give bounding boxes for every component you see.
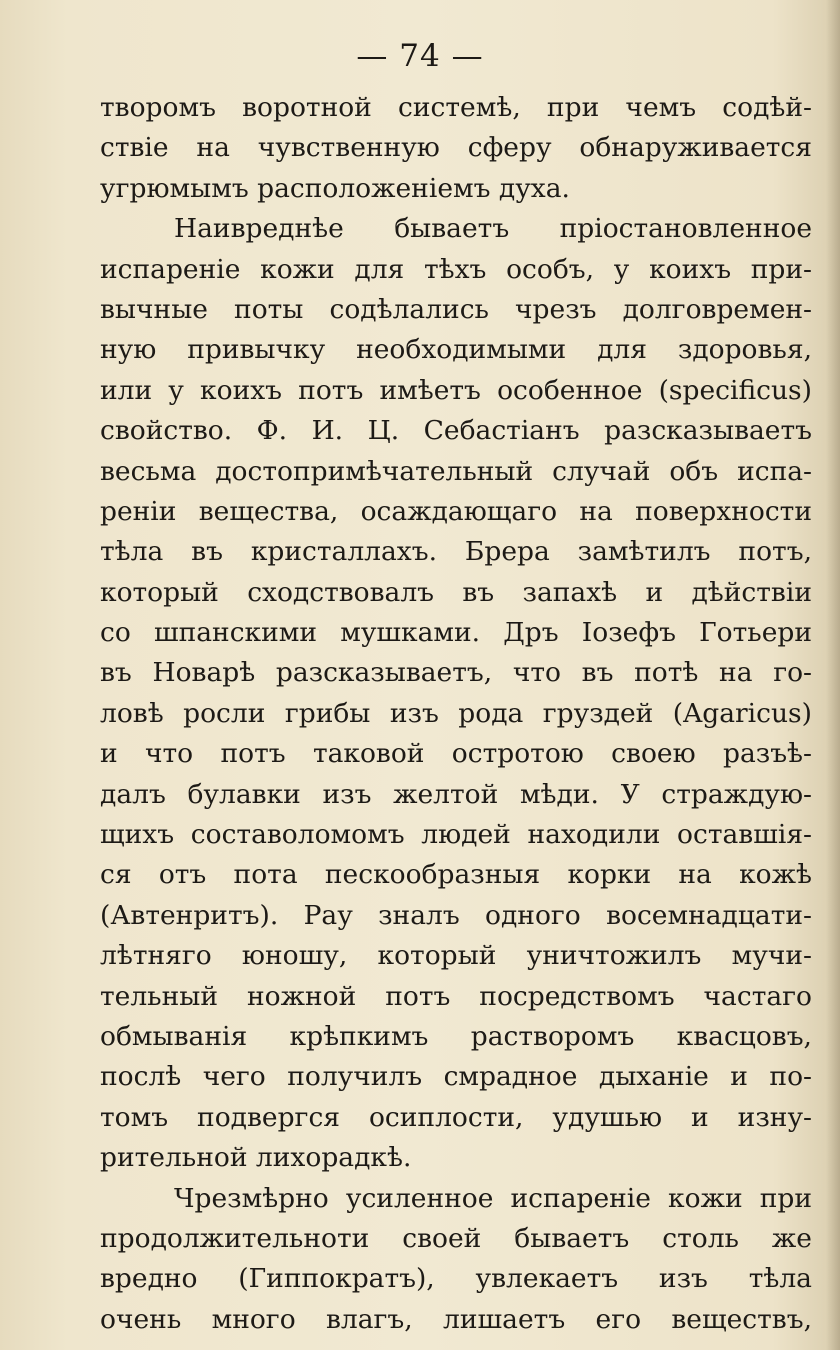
text-line: ную привычку необходимыми для здоровья, bbox=[100, 334, 812, 366]
text-line: ствіе на чувственную сферу обнаруживается bbox=[100, 132, 812, 164]
text-line: Наивреднѣе бываетъ пріостановленное bbox=[174, 213, 812, 245]
text-line: Чрезмѣрно усиленное испареніе кожи при bbox=[174, 1182, 812, 1214]
text-line: обмыванія крѣпкимъ раствopомъ квасцовъ, bbox=[100, 1020, 812, 1052]
text-line: вредно (Гиппократъ), увлекаетъ изъ тѣла bbox=[100, 1263, 812, 1295]
text-line: тѣла въ кристаллахъ. Брера замѣтилъ потъ, bbox=[100, 536, 812, 568]
text-line: рительной лихорадкѣ. bbox=[100, 1142, 412, 1174]
text-line: реніи вещества, осаждающаго на поверхности bbox=[100, 495, 812, 527]
text-line: очень много влагъ, лишаетъ его веществъ, bbox=[100, 1303, 812, 1335]
text-line: въ Новарѣ разсказываетъ, что въ потѣ на го- bbox=[100, 657, 812, 689]
text-line: и что потъ таковой остротою своею разъѣ- bbox=[100, 738, 812, 770]
page-number: — 74 — bbox=[356, 38, 484, 74]
text-line: весьма достопримѣчательный случай объ испа- bbox=[100, 455, 812, 487]
text-line: далъ булавки изъ желтой мѣди. У страждую- bbox=[100, 778, 812, 810]
page-edge-shadow bbox=[826, 0, 840, 1350]
body-text bbox=[100, 88, 812, 1340]
text-line: (Автенритъ). Рау зналъ одного восемнадцати- bbox=[100, 899, 812, 931]
text-line: свойство. Ф. И. Ц. Себастіанъ разсказываетъ bbox=[100, 415, 812, 447]
text-line: ловѣ росли грибы изъ рода груздей (Agaricus) bbox=[100, 697, 812, 729]
text-line: угрюмымъ расположеніемъ духа. bbox=[100, 172, 570, 204]
text-line: послѣ чего получилъ смрадное дыханіе и по- bbox=[100, 1061, 812, 1093]
text-line: творомъ воротной системѣ, при чемъ содѣй- bbox=[100, 92, 812, 123]
text-line: щихъ составоломомъ людей находили оставшія- bbox=[100, 819, 812, 851]
text-line: тельный ножной потъ посредствомъ частаго bbox=[100, 980, 812, 1012]
text-line: ся отъ пота пескообразныя корки на кожѣ bbox=[100, 859, 812, 891]
text-line: испареніе кожи для тѣхъ особъ, у коихъ при- bbox=[100, 253, 812, 285]
text-line: вычные поты содѣлались чрезъ долговремен- bbox=[100, 293, 812, 325]
text-line: который сходствовалъ въ запахѣ и дѣйствіи bbox=[100, 576, 812, 608]
text-line: томъ подвергся осиплости, удушью и изну- bbox=[100, 1101, 812, 1133]
text-line: лѣтняго юношу, который уничтожилъ мучи- bbox=[100, 940, 812, 972]
text-line: со шпанскими мушками. Дръ Іозефъ Готьери bbox=[100, 617, 812, 649]
text-line: продолжительноти своей бываетъ столь же bbox=[100, 1222, 812, 1254]
text-line: или у коихъ потъ имѣетъ особенное (specificus) bbox=[100, 374, 812, 406]
